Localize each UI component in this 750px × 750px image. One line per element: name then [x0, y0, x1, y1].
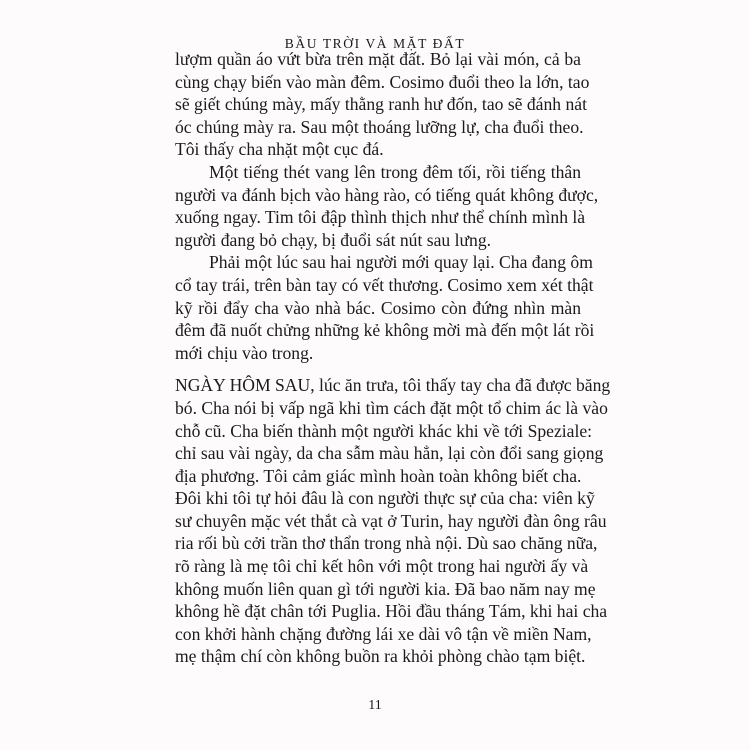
text-line: Phải một lúc sau hai người mới quay lại. Cha đang ôm: [209, 252, 593, 273]
text-line: chỗ cũ. Cha biến thành một người khác khi về tới Speziale:: [175, 420, 593, 441]
text-line: mới chịu vào trong.: [175, 342, 314, 363]
text-line: sư chuyên mặc vét thắt cà vạt ở Turin, hay người đàn ông râu: [175, 510, 607, 531]
text-line: địa phương. Tôi cảm giác mình hoàn toàn không biết cha.: [175, 465, 582, 486]
text-line: không muốn liên quan gì tới người kia. Đã bao năm nay mẹ: [175, 578, 596, 599]
text-line: con khởi hành chặng đường lái xe dài vô tận về miền Nam,: [175, 623, 592, 644]
text-line: mẹ thậm chí còn không buồn ra khỏi phòng chào tạm biệt.: [175, 646, 586, 667]
text-line: kỹ rồi đẩy cha vào nhà bác. Cosimo còn đứng nhìn màn: [175, 297, 581, 318]
text-line: người va đánh bịch vào hàng rào, có tiếng quát không được,: [175, 184, 599, 205]
text-line: óc chúng mày ra. Sau một thoáng lưỡng lự, cha đuổi theo.: [175, 116, 584, 137]
paragraph: [175, 161, 599, 251]
text-line: Đôi khi tôi tự hỏi đâu là con người thực sự của cha: viên kỹ: [175, 488, 595, 509]
text-line: NGÀY HÔM SAU, lúc ăn trưa, tôi thấy tay cha đã được băng: [175, 375, 611, 396]
section-break: [175, 364, 581, 374]
text-line: không hề đặt chân tới Puglia. Hồi đầu tháng Tám, khi hai cha: [175, 601, 608, 622]
text-line: bó. Cha nói bị vấp ngã khi tìm cách đặt một tổ chim ác là vào: [175, 397, 608, 418]
body-text: [175, 48, 611, 668]
text-line: Tôi thấy cha nhặt một cục đá.: [175, 139, 384, 160]
text-line: chỉ sau vài ngày, da cha sẫm màu hẳn, lại còn đổi sang giọng: [175, 443, 604, 464]
text-line: cùng chạy biến vào màn đêm. Cosimo đuổi theo la lớn, tao: [175, 71, 590, 92]
text-line: sẽ giết chúng mày, mấy thằng ranh hư đốn, tao sẽ đánh nát: [175, 94, 587, 115]
text-line: ria rối bù cởi trần thơ thẩn trong nhà nội. Dù sao chăng nữa,: [175, 533, 598, 554]
paragraph: [175, 48, 590, 161]
running-head: BẦU TRỜI VÀ MẶT ĐẤT: [284, 36, 466, 51]
text-line: người đang bỏ chạy, bị đuổi sát nút sau lưng.: [175, 229, 492, 250]
text-line: lượm quần áo vứt bừa trên mặt đất. Bỏ lại vài món, cả ba: [175, 49, 581, 69]
paragraph: [175, 251, 595, 364]
text-line: rõ ràng là mẹ tôi chỉ kết hôn với một trong hai người ấy và: [175, 556, 589, 577]
text-line: cổ tay trái, trên bàn tay có vết thương. Cosimo xem xét thật: [175, 274, 594, 295]
page-number: 11: [368, 698, 382, 713]
text-line: đêm đã nuốt chửng những kẻ không mời mà đến một lát rồi: [175, 320, 595, 341]
paragraph: [175, 374, 611, 668]
text-line: xuống ngay. Tim tôi đập thình thịch như thể chính mình là: [175, 207, 586, 228]
text-line: Một tiếng thét vang lên trong đêm tối, rồi tiếng thân: [209, 161, 581, 182]
